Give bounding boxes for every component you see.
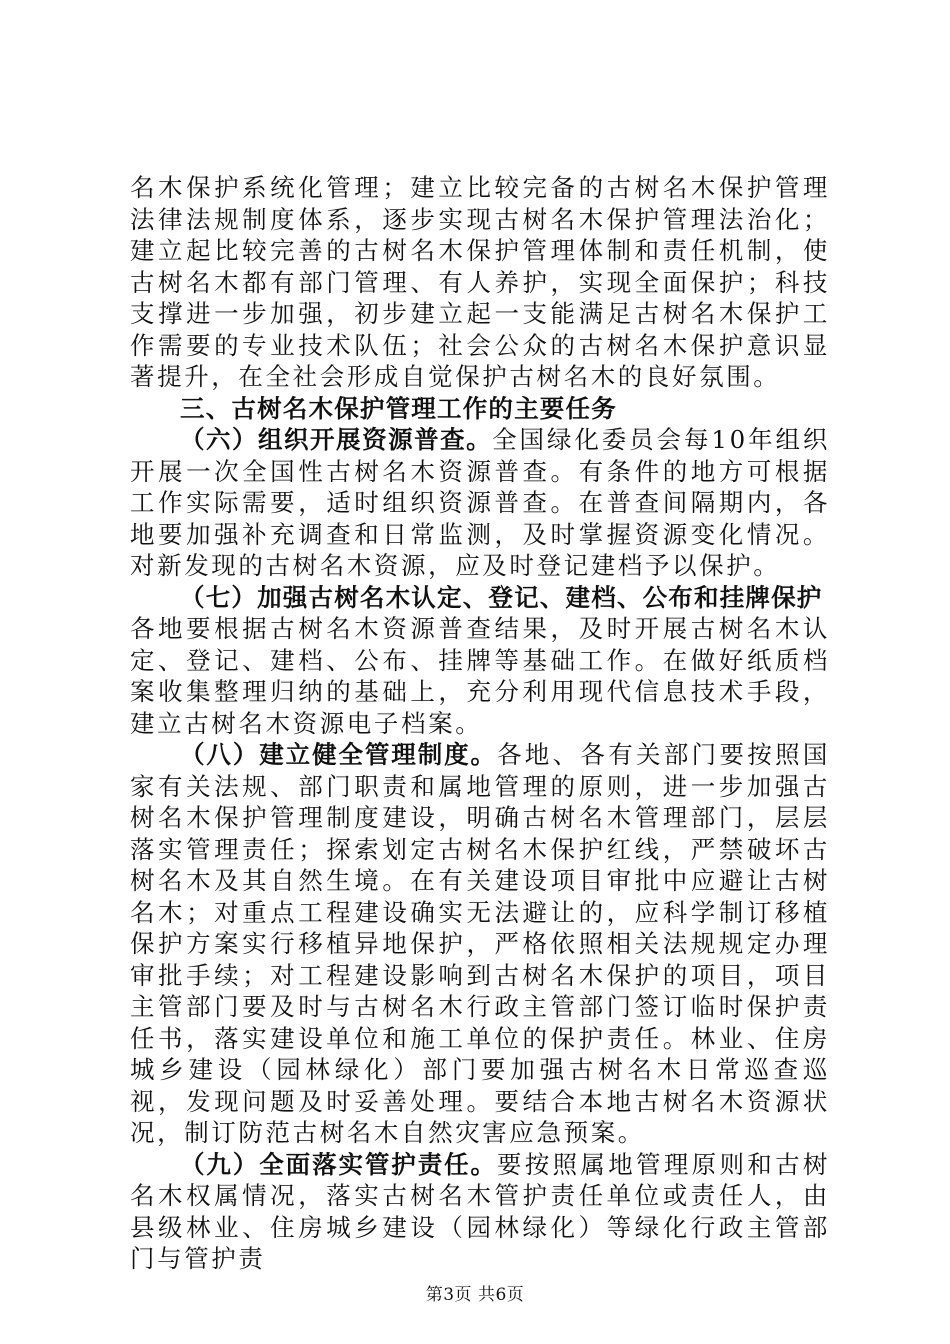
item-body-8: 各地、各有关部门要按照国家有关法规、部门职责和属地管理的原则，进一步加强古树名木保护管理制度建设，明确古树名木管理部门，层层落实管理责任；探索划定古树名木保护红线，严禁破坏古树名木及其自然生境。在有关建设项目审批中应避让古树名木；对重点工程建设确实无法避让的，应科学制订移植保护方案实行移植异地保护，严格依照相关法规规定办理审批手续；对工程建设影响到古树名木保护的项目，项目主管部门要及时与古树名木行政主管部门签订临时保护责任书，落实建设单位和施工单位的保护责任。林业、住房城乡建设（园林绿化）部门要加强古树名木日常巡查巡视，发现问题及时妥善处理。要结合本地古树名木资源状况，制订防范古树名木自然灾害应急预案。	[130, 740, 830, 1147]
item-body-9: 要按照属地管理原则和古树名木权属情况，落实古树名木管护责任单位或责任人，由县级林业、住房城乡建设（园林绿化）等绿化行政主管部门与管护责	[130, 1149, 830, 1273]
document-page	[130, 172, 830, 1275]
continuation-paragraph: 名木保护系统化管理；建立比较完备的古树名木保护管理法律法规制度体系，逐步实现古树名木保护管理法治化；建立起比较完善的古树名木保护管理体制和责任机制，使古树名木都有部门管理、有人养护，实现全面保护；科技支撑进一步加强，初步建立起一支能满足古树名木保护工作需要的专业技术队伍；社会公众的古树名木保护意识显著提升，在全社会形成自觉保护古树名木的良好氛围。	[130, 173, 830, 391]
item-paragraph-8	[130, 739, 830, 1149]
item-lead-9: （九）全面落实管护责任。	[180, 1149, 497, 1179]
item-lead-7: （七）加强古树名木认定、登记、建档、公布和挂牌保护	[180, 582, 823, 612]
item-body-7: 各地要根据古树名木资源普查结果，及时开展古树名木认定、登记、建档、公布、挂牌等基础工作。在做好纸质档案收集整理归纳的基础上，充分利用现代信息技术手段，建立古树名木资源电子档案。	[130, 614, 830, 738]
item-paragraph-9	[130, 1149, 830, 1275]
item-lead-8: （八）建立健全管理制度。	[180, 740, 497, 769]
item-body-6: 全国绿化委员会每10年组织开展一次全国性古树名木资源普查。有条件的地方可根据工作实际需要，适时组织资源普查。在普查间隔期内，各地要加强补充调查和日常监测，及时掌握资源变化情况。对新发现的古树名木资源，应及时登记建档予以保护。	[130, 425, 830, 580]
page-number: 第3页 共6页	[425, 1285, 525, 1305]
section-heading: 三、古树名木保护管理工作的主要任务	[180, 393, 617, 423]
item-paragraph-6	[130, 424, 830, 582]
item-lead-6: （六）组织开展资源普查。	[180, 425, 493, 454]
